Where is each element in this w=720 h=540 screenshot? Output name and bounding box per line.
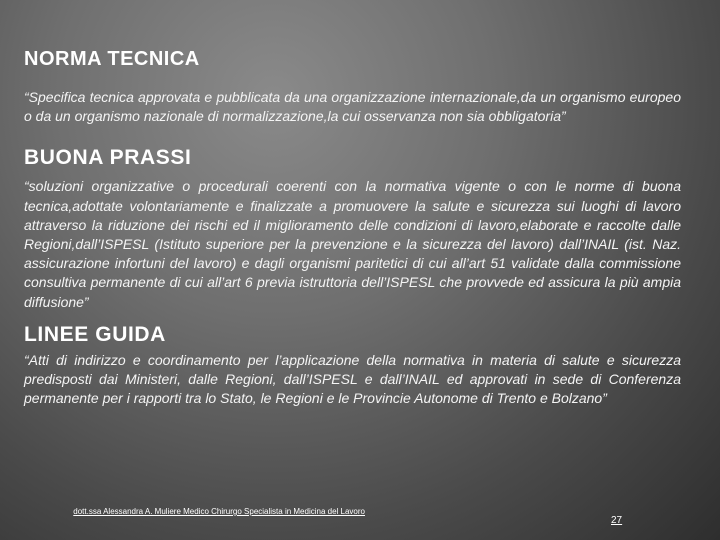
section-text-linee-guida: “Atti di indirizzo e coordinamento per l’applicazione della normativa in materia di salute e sicurezza predisposti dai Ministeri, dalle Regioni, dall’ISPESL e dall’INAIL ed approvati in sede di Conferenza permanente per i rapporti tra lo Stato, le Regioni e le Provincie Autonome di Trento e Bolzano” xyxy=(24,351,681,407)
section-heading-linee-guida: LINEE GUIDA xyxy=(24,322,166,346)
section-text-buona-prassi: “soluzioni organizzative o procedurali coerenti con la normativa vigente o con le norme di buona tecnica,adottate volontariamente e finalizzate a promuovere la salute e sicurezza sui luoghi di lavoro attraverso la riduzione dei rischi ed il miglioramento delle condizioni di lavoro,elaborate e raccolte dalle Regioni,dall’ISPESL (Istituto superiore per la prevenzione e la sicurezza del lavoro) dall’INAIL (ist. Naz. assicurazione infortuni del lavoro) e dagli organismi paritetici di cui all’art 51 validate dalla commissione consultiva permanente di cui all’art 6 previa istruttoria dell’ISPESL che provvede ed assicura la più ampia diffusione” xyxy=(24,178,681,310)
section-heading-buona-prassi: BUONA PRASSI xyxy=(24,146,192,170)
footer-author: dott.ssa Alessandra A. Muliere Medico Chirurgo Specialista in Medicina del Lavoro xyxy=(73,507,365,516)
slide-content xyxy=(24,47,681,408)
section-heading-norma-tecnica: NORMA TECNICA xyxy=(24,48,200,70)
section-text-norma-tecnica: “Specifica tecnica approvata e pubblicata da una organizzazione internazionale,da un organismo europeo o da un organismo nazionale di normalizzazione,la cui osservanza non sia obbligatoria” xyxy=(24,89,681,125)
page-number: 27 xyxy=(611,515,623,526)
